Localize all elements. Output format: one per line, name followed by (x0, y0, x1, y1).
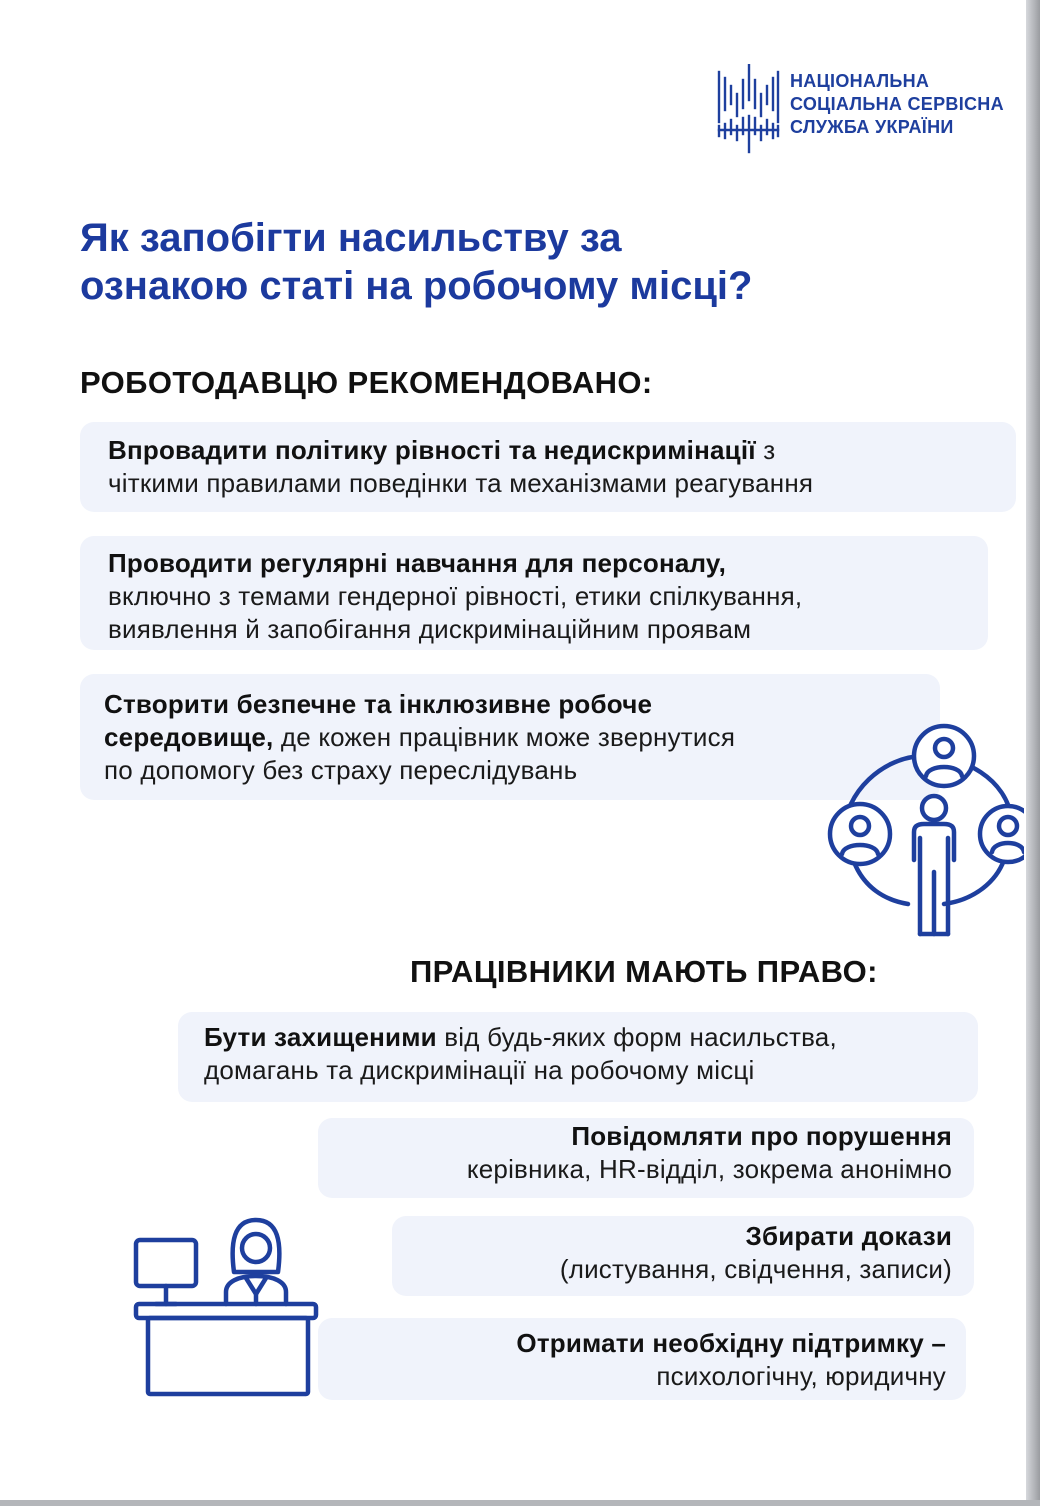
employee-right-card (178, 1012, 978, 1102)
card-line (104, 721, 940, 754)
card-text: по допомогу без страху переслідувань (104, 755, 578, 785)
card-line (204, 1021, 978, 1054)
title-line: ознакою статі на робочому місці? (80, 264, 753, 308)
reception-desk-icon (130, 1212, 326, 1402)
card-bold-text: Впровадити політику рівності та недискримінації (108, 435, 756, 465)
card-line (108, 434, 1016, 467)
employees-heading: ПРАЦІВНИКИ МАЮТЬ ПРАВО: (410, 954, 878, 989)
logo-line: СЛУЖБА УКРАЇНИ (790, 117, 954, 137)
nssu-emblem-icon (716, 64, 780, 154)
employee-right-card (318, 1118, 974, 1198)
card-bold-text: Бути захищеними (204, 1022, 437, 1052)
card-bold-text: Повідомляти про порушення (571, 1121, 952, 1151)
page-edge-bottom (0, 1500, 1040, 1506)
card-line (104, 688, 940, 721)
card-text: (листування, свідчення, записи) (559, 1254, 952, 1284)
card-text: психологічну, юридичну (656, 1361, 946, 1391)
logo-line: НАЦІОНАЛЬНА (790, 71, 930, 91)
card-text: виявлення й запобігання дискримінаційним проявам (108, 614, 752, 644)
page-edge (1026, 0, 1040, 1506)
card-line (318, 1327, 946, 1360)
card-text: від будь-яких форм насильства, (436, 1022, 837, 1052)
page-title (80, 214, 940, 310)
employer-heading: РОБОТОДАВЦЮ РЕКОМЕНДОВАНО: (80, 365, 653, 400)
card-line (392, 1220, 952, 1253)
employee-right-card (318, 1318, 966, 1400)
employer-recommendation-card (80, 422, 1016, 512)
title-line: Як запобігти насильству за (80, 216, 622, 260)
card-line (108, 547, 988, 580)
card-line (318, 1120, 952, 1153)
card-text: домагань та дискримінації на робочому місці (204, 1055, 755, 1085)
card-text: де кожен працівник може звернутися (273, 722, 736, 752)
people-network-icon (824, 712, 1024, 942)
card-text: з (755, 435, 776, 465)
card-bold-text: Збирати докази (745, 1221, 952, 1251)
card-text: включно з темами гендерної рівності, етики спілкування, (108, 581, 803, 611)
card-text: керівника, HR-відділ, зокрема анонімно (466, 1154, 952, 1184)
card-bold-text: Отримати необхідну підтримку – (516, 1328, 946, 1358)
employer-recommendation-card (80, 536, 988, 650)
employee-right-card (392, 1216, 974, 1296)
card-text: чіткими правилами поведінки та механізмами реагування (108, 468, 814, 498)
card-bold-text: Проводити регулярні навчання для персоналу, (108, 548, 727, 578)
card-bold-text: середовище, (104, 722, 274, 752)
employer-recommendation-card (80, 674, 940, 800)
card-bold-text: Створити безпечне та інклюзивне робоче (104, 689, 653, 719)
logo (716, 64, 1026, 154)
logo-line: СОЦІАЛЬНА СЕРВІСНА (790, 94, 1004, 114)
logo-text (790, 70, 1004, 139)
